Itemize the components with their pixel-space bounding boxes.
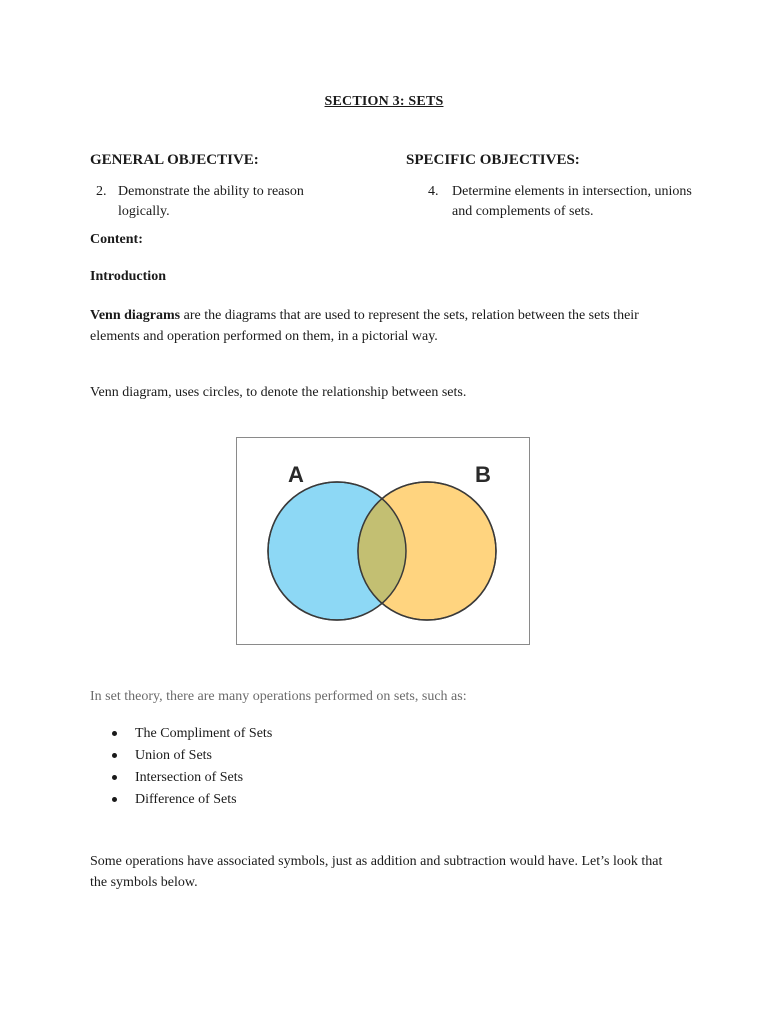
specific-objective-text: Determine elements in intersection, unions and complements of sets.	[452, 184, 692, 219]
specific-objectives-heading: SPECIFIC OBJECTIVES:	[406, 152, 580, 168]
symbols-paragraph: Some operations have associated symbols, just as addition and subtraction would have. Let’s look that the symbols below.	[90, 854, 663, 890]
set-a-label: A	[288, 462, 304, 487]
operations-list	[110, 724, 272, 812]
general-objective-text: Demonstrate the ability to reason logically.	[118, 184, 304, 219]
operations-intro: In set theory, there are many operations performed on sets, such as:	[90, 689, 467, 704]
bullet-icon	[112, 731, 117, 736]
operation-label: Union of Sets	[135, 748, 212, 763]
venn-diagram-figure	[236, 437, 530, 645]
venn-definition-paragraph	[90, 305, 680, 347]
general-objective-number: 2.	[96, 184, 107, 199]
bullet-icon	[112, 775, 117, 780]
bullet-icon	[112, 753, 117, 758]
introduction-heading: Introduction	[90, 269, 166, 284]
general-objective-heading: GENERAL OBJECTIVE:	[90, 152, 259, 168]
circles-sentence: Venn diagram, uses circles, to denote the relationship between sets.	[90, 385, 467, 400]
venn-term: Venn diagrams	[90, 308, 181, 323]
operation-label: Intersection of Sets	[135, 770, 244, 785]
operation-label: Difference of Sets	[135, 792, 237, 807]
operation-label: The Compliment of Sets	[135, 726, 273, 741]
section-title: SECTION 3: SETS	[324, 94, 444, 109]
venn-definition-text: are the diagrams that are used to represent the sets, relation between the sets their elements and operation performed on them, in a pictorial way.	[90, 308, 639, 344]
list-item	[110, 746, 272, 768]
content-label: Content:	[90, 232, 143, 247]
set-b-label: B	[475, 462, 491, 487]
list-item	[110, 768, 272, 790]
bullet-icon	[112, 797, 117, 802]
list-item	[110, 790, 272, 812]
specific-objective-number: 4.	[428, 184, 439, 199]
venn-diagram-svg	[237, 438, 529, 644]
list-item	[110, 724, 272, 746]
